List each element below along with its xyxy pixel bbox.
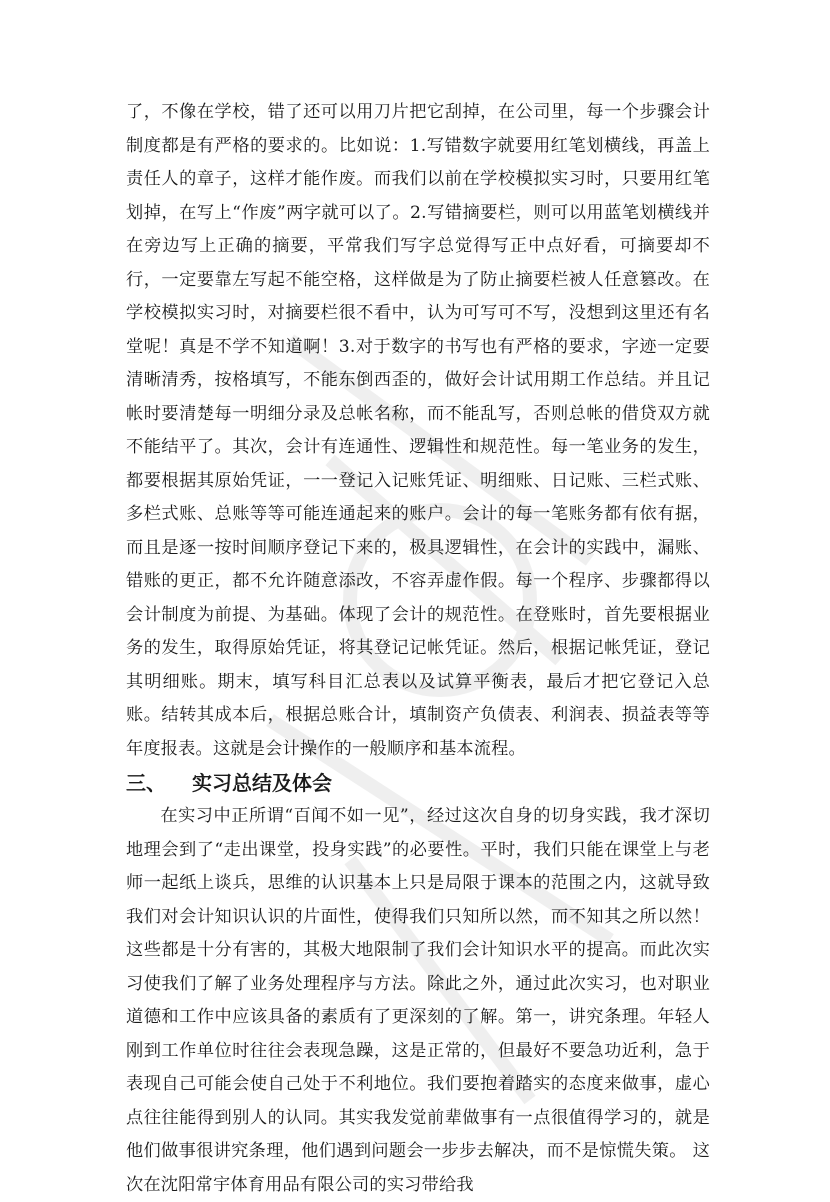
section-title: 实习总结及体会: [192, 771, 332, 795]
section-heading: [126, 766, 710, 800]
section-number: 三、: [126, 771, 166, 795]
body-paragraph: 在实习中正所谓“百闻不如一见”，经过这次自身的切身实践，我才深切地理会到了“走出课堂，投身实践”的必要性。平时，我们只能在课堂上与老师一起纸上谈兵，思维的认识基本上只是局限于课本的范围之内，这就导致我们对会计知识认识的片面性，使得我们只知所以然，而不知其之所以然！这些都是十分有害的，其极大地限制了我们会计知识水平的提高。而此次实习使我们了解了业务处理程序与方法。除此之外，通过此次实习，也对职业道德和工作中应该具备的素质有了更深刻的了解。第一，讲究条理。年轻人刚到工作单位时往往会表现急躁，这是正常的，但最好不要急功近利，急于表现自己可能会使自己处于不利地位。我们要抱着踏实的态度来做事，虚心点往往能得到别人的认同。其实我发觉前辈做事有一点很值得学习的，就是他们做事很讲究条理，他们遇到问题会一步步去解决，而不是惊慌失策。 这次在沈阳常宇体育用品有限公司的实习带给我: [126, 806, 710, 1195]
body-paragraph: 了，不像在学校，错了还可以用刀片把它刮掉，在公司里，每一个步骤会计制度都是有严格的要求的。比如说：1.写错数字就要用红笔划横线，再盖上责任人的章子，这样才能作废。而我们以前在学校模拟实习时，只要用红笔划掉，在写上“作废”两字就可以了。2.写错摘要栏，则可以用蓝笔划横线并在旁边写上正确的摘要，平常我们写字总觉得写正中点好看，可摘要却不行，一定要靠左写起不能空格，这样做是为了防止摘要栏被人任意篡改。在学校模拟实习时，对摘要栏很不看中，认为可写可不写，没想到这里还有名堂呢！真是不学不知道啊！3.对于数字的书写也有严格的要求，字迹一定要清晰清秀，按格填写，不能东倒西歪的，做好会计试用期工作总结。并且记帐时要清楚每一明细分录及总帐名称，而不能乱写，否则总帐的借贷双方就不能结平了。其次，会计有连通性、逻辑性和规范性。每一笔业务的发生，都要根据其原始凭证，一一登记入记账凭证、明细账、日记账、三栏式账、多栏式账、总账等等可能连通起来的账户。会计的每一笔账务都有依有据，而且是逐一按时间顺序登记下来的，极具逻辑性，在会计的实践中，漏账、错账的更正，都不允许随意添改，不容弄虚作假。每一个程序、步骤都得以会计制度为前提、为基础。体现了会计的规范性。在登账时，首先要根据业务的发生，取得原始凭证，将其登记记帐凭证。然后，根据记帐凭证，登记其明细账。期末，填写科目汇总表以及试算平衡表，最后才把它登记入总账。结转其成本后，根据总账合计，填制资产负债表、利润表、损益表等等年度报表。这就是会计操作的一般顺序和基本流程。: [126, 102, 710, 759]
document-body: [126, 96, 710, 1202]
